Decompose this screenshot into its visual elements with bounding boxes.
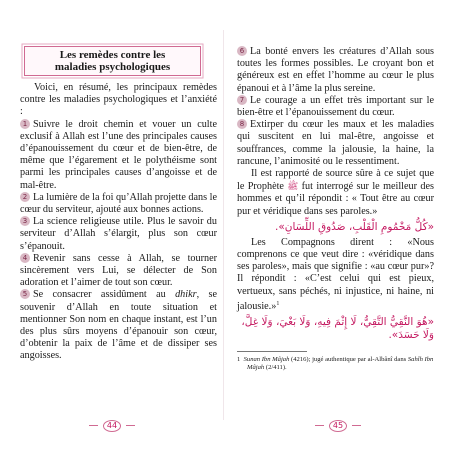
item-text: La science religieuse utile. Plus le savoir du serviteur d’Allah s’élargit, plus son cœur s’épanouit. xyxy=(20,216,217,252)
item-number-badge: 4 xyxy=(20,253,30,263)
list-item xyxy=(20,192,217,216)
item-text: , se souvenir d’Allah en toute situation et mentionner Son nom en chaque instant, est l’un des plus sûrs moyens d’épanouir son cœur, d’obtenir la paix de l’âme et de dissiper ses angoisses. xyxy=(20,289,217,362)
item-text: Suivre le droit chemin et vouer un culte exclusif à Allah est l’une des principales causes d’épanouissement du cœur et de bien-être, de même que l’égarement et le polythéisme sont parmi les principales causes d’angoisse et de mal-être. xyxy=(20,118,217,191)
companions-paragraph: Les Compagnons dirent : «Nous comprenons ce que veut dire : «véridique dans ses paroles», mais que signifie : «au cœur pur»? Il répondit : «C’est celui qui est pieux, vertueux, sans péchés, ni injustice, ni haine, ni jalousie.»$^1$ xyxy=(237,236,434,312)
list-item xyxy=(237,95,434,119)
list-item xyxy=(20,253,217,290)
list-item xyxy=(237,46,434,95)
arabic-quote-2: «هُوَ النَّقِيُّ التَّقِيُّ، لَا إِثْمَ فِيهِ، وَلَا بَغْيَ، وَلَا غِلَّ، وَلَا حَسَدَ». xyxy=(241,316,434,342)
item-text: Extirper du cœur les maux et les maladies qui suscitent en lui mal-être, angoisse et souffrances, comme la jalousie, la haine, la rancune, l’animosité ou le ressentiment. xyxy=(237,119,434,167)
item-number-badge: 1 xyxy=(20,119,30,129)
list-item xyxy=(20,289,217,362)
right-page xyxy=(225,0,450,450)
item-number-badge: 2 xyxy=(20,192,30,202)
footnote: 1 Sunan Ibn Mâjah (4216); jugé authentique par al-Albânî dans Sahîh Ibn Mâjah (2/411). xyxy=(237,356,434,372)
footnote-divider xyxy=(237,351,307,352)
section-title-line-2: maladies psychologiques xyxy=(54,61,171,73)
item-number-badge: 6 xyxy=(237,46,247,56)
salutation-glyph: ﷺ xyxy=(287,181,299,192)
list-item xyxy=(20,216,217,253)
arabic-quote-1: «كُلُّ مَخْمُومِ الْقَلْبِ، صَدُوقِ اللِّسَانِ». xyxy=(274,220,434,233)
section-title-line-1: Les remèdes contre les xyxy=(59,49,166,61)
dhikr-term: dhikr xyxy=(175,289,197,301)
item-text: Revenir sans cesse à Allah, se tourner sincèrement vers Lui, se délecter de Son adoration et l’aimer de tout son cœur. xyxy=(20,252,217,289)
intro-paragraph: Voici, en résumé, les principaux remèdes contre les maladies psychologiques et l’anxiété : xyxy=(20,82,217,118)
item-number-badge: 7 xyxy=(237,95,247,105)
item-text: Se consacrer assidûment au xyxy=(33,289,176,301)
item-text: La lumière de la foi qu’Allah projette dans le cœur du serviteur, ajouté aux bonnes actions. xyxy=(20,191,217,216)
page-number-left: 44 xyxy=(100,420,124,432)
item-text: Le courage a un effet très important sur le bien-être et l’épanouissement du cœur. xyxy=(237,94,434,119)
item-number-badge: 8 xyxy=(237,119,247,129)
item-number-badge: 3 xyxy=(20,216,30,226)
hadith-report-paragraph: Il est rapporté de source sûre à ce sujet que le Prophète ﷺ fut interrogé sur le meilleur des hommes et qu’il répondit : « Tout être au cœur pur et véridique dans ses paroles.» xyxy=(237,168,434,217)
item-text: La bonté envers les créatures d’Allah sous toutes les formes possibles. Le croyant bon et généreux est en effet l’homme au cœur le plus épanoui et à l’âme la plus sereine. xyxy=(237,46,434,94)
list-item xyxy=(237,119,434,168)
footnote-marker: 1 xyxy=(276,300,280,307)
item-number-badge: 5 xyxy=(20,289,30,299)
page-number-right: 45 xyxy=(326,420,350,432)
section-title-box xyxy=(24,46,201,76)
list-item xyxy=(20,119,217,192)
